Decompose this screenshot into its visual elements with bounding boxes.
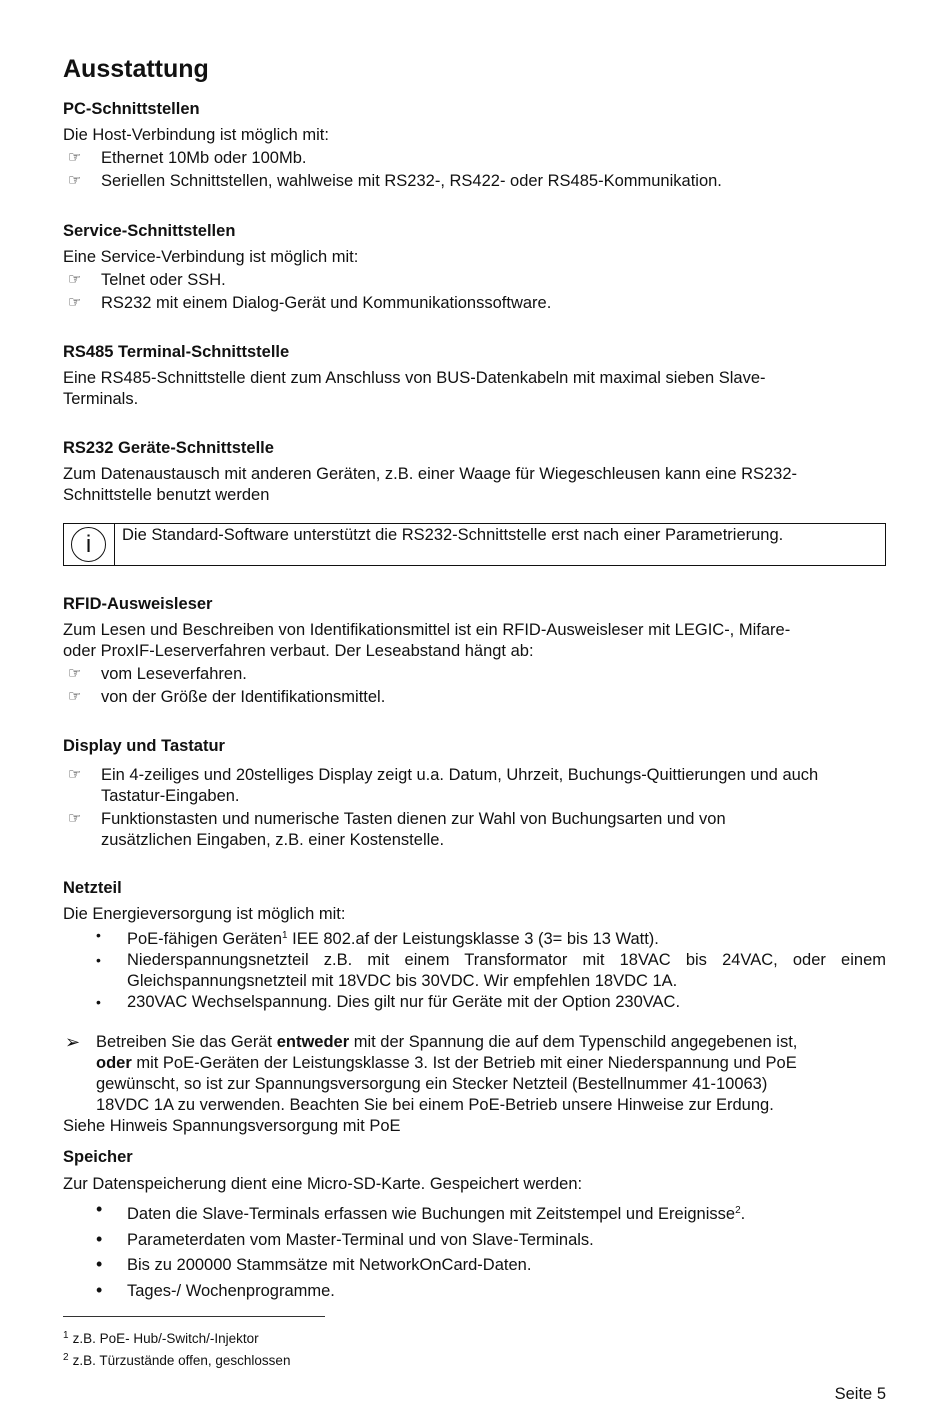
- bullet: •: [96, 927, 101, 943]
- section-text: Schnittstelle benutzt werden: [63, 486, 270, 504]
- section-intro: Zur Datenspeicherung dient eine Micro-SD-Karte. Gespeichert werden:: [63, 1175, 583, 1193]
- pc-list: [63, 148, 886, 192]
- bullet: •: [96, 1279, 103, 1300]
- list-item: ☞ RS232 mit einem Dialog-Gerät und Kommunikationssoftware.: [68, 294, 552, 312]
- section-rfid: [63, 594, 886, 708]
- list-item: ☞ vom Leseverfahren.: [68, 665, 247, 683]
- footnote-ref: 2: [735, 1205, 741, 1216]
- section-text: oder ProxIF-Leserverfahren verbaut. Der Leseabstand hängt ab:: [63, 642, 534, 660]
- section-pc-interfaces: [63, 99, 886, 192]
- pointing-hand-icon: ☞: [68, 810, 82, 827]
- section-display-keyboard: [63, 736, 886, 851]
- pointing-hand-icon: ☞: [68, 688, 82, 705]
- pointing-hand-icon: ☞: [68, 766, 82, 783]
- bullet: •: [96, 1254, 103, 1274]
- section-service-interfaces: [63, 221, 886, 314]
- section-heading: Service-Schnittstellen: [63, 222, 236, 240]
- rfid-list: [63, 664, 886, 708]
- footnote-ref: 1: [282, 930, 288, 941]
- list-item: • Tages-/ Wochenprogramme.: [96, 1279, 335, 1300]
- pointing-hand-icon: ☞: [68, 294, 82, 311]
- bullet: •: [96, 952, 101, 968]
- instruction-text: Betreiben Sie das Gerät entweder mit der Spannung die auf dem Typenschild angegebenen ist, oder mit PoE-Geräten der Leistungsklasse 3. Ist der Betrieb mit einer Niederspannung und PoE gewünscht, so ist zur Spannungsversorgung ein Stecker Netzteil (Bestellnummer 41-10063) 18VDC 1A zu verwenden. Beachten Sie bei einem PoE-Betrieb unsere Hinweise zur Erdung.: [96, 1033, 798, 1114]
- see-also-note: Siehe Hinweis Spannungsversorgung mit PoE: [63, 1117, 401, 1135]
- section-heading: RS485 Terminal-Schnittstelle: [63, 343, 290, 361]
- section-power-supply: [63, 878, 886, 1013]
- footnote: $^1$ z.B. PoE- Hub/-Switch/-Injektor: [63, 1330, 259, 1346]
- section-heading: RFID-Ausweisleser: [63, 595, 213, 613]
- list-item: ☞ Ein 4-zeiliges und 20stelliges Display zeigt u.a. Datum, Uhrzeit, Buchungs-Quittierungen und auch Tastatur-Eingaben.: [68, 766, 819, 805]
- section-rs232: [63, 438, 886, 506]
- info-icon: i: [71, 527, 106, 562]
- footnote-separator: [63, 1316, 325, 1317]
- list-item: ☞ von der Größe der Identifikationsmittel.: [68, 688, 386, 706]
- section-rs485: [63, 342, 886, 410]
- section-heading: Display und Tastatur: [63, 737, 225, 755]
- section-heading: Netzteil: [63, 879, 122, 897]
- power-instruction: [63, 1032, 886, 1137]
- section-text: Zum Lesen und Beschreiben von Identifikationsmittel ist ein RFID-Ausweisleser mit LEGIC-, Mifare-: [63, 621, 791, 639]
- pointing-hand-icon: ☞: [68, 271, 82, 288]
- section-intro: Die Energieversorgung ist möglich mit:: [63, 905, 346, 923]
- section-text: Zum Datenaustausch mit anderen Geräten, z.B. einer Waage für Wiegeschleusen kann eine RS232-: [63, 465, 798, 483]
- storage-list: [63, 1200, 886, 1302]
- footnote: $^2$ z.B. Türzustände offen, geschlossen: [63, 1352, 291, 1368]
- info-note-text: Die Standard-Software unterstützt die RS232-Schnittstelle erst nach einer Parametrierung.: [122, 526, 784, 544]
- display-list: [63, 765, 886, 851]
- list-item: • Niederspannungsnetzteil z.B. mit einem Transformator mit 18VAC bis 24VAC, oder einem Gleichspannungsnetzteil mit 18VDC bis 30VDC. Wir empfehlen 18VDC 1A.: [96, 951, 886, 990]
- list-item: ☞ Seriellen Schnittstellen, wahlweise mit RS232-, RS422- oder RS485-Kommunikation.: [68, 172, 722, 190]
- bullet: •: [96, 1228, 103, 1249]
- page-number: Seite 5: [834, 1385, 886, 1403]
- section-storage: [63, 1147, 886, 1306]
- section-intro: Die Host-Verbindung ist möglich mit:: [63, 126, 329, 144]
- section-heading: PC-Schnittstellen: [63, 100, 200, 118]
- list-item: ☞ Ethernet 10Mb oder 100Mb.: [68, 149, 307, 167]
- list-item: • Bis zu 200000 Stammsätze mit NetworkOnCard-Daten.: [96, 1254, 532, 1274]
- bullet: •: [96, 994, 101, 1010]
- bullet: •: [96, 1199, 103, 1219]
- power-list: [63, 925, 886, 1013]
- service-list: [63, 270, 886, 314]
- section-intro: Eine Service-Verbindung ist möglich mit:: [63, 248, 359, 266]
- arrow-bullet-icon: ➢: [65, 1032, 81, 1052]
- info-note: [63, 523, 886, 566]
- pointing-hand-icon: ☞: [68, 665, 82, 682]
- section-heading: Speicher: [63, 1148, 133, 1166]
- list-item: • 230VAC Wechselspannung. Dies gilt nur für Geräte mit der Option 230VAC.: [96, 993, 681, 1011]
- list-item: • Daten die Slave-Terminals erfassen wie Buchungen mit Zeitstempel und Ereignisse$^2$.: [96, 1199, 746, 1223]
- section-heading: RS232 Geräte-Schnittstelle: [63, 439, 274, 457]
- list-item: ☞ Funktionstasten und numerische Tasten dienen zur Wahl von Buchungsarten und von zusätzlichen Eingaben, z.B. einer Kostenstelle.: [68, 810, 726, 849]
- list-item: • Parameterdaten vom Master-Terminal und von Slave-Terminals.: [96, 1228, 594, 1249]
- list-item: ☞ Telnet oder SSH.: [68, 271, 226, 289]
- info-icon-cell: [64, 524, 115, 565]
- page-title: Ausstattung: [63, 55, 209, 83]
- pointing-hand-icon: ☞: [68, 149, 82, 166]
- section-text: Eine RS485-Schnittstelle dient zum Anschluss von BUS-Datenkabeln mit maximal sieben Slave-: [63, 369, 766, 387]
- list-item: • PoE-fähigen Geräten$^1$ IEE 802.af der Leistungsklasse 3 (3= bis 13 Watt).: [96, 927, 659, 948]
- pointing-hand-icon: ☞: [68, 172, 82, 189]
- section-text: Terminals.: [63, 390, 139, 408]
